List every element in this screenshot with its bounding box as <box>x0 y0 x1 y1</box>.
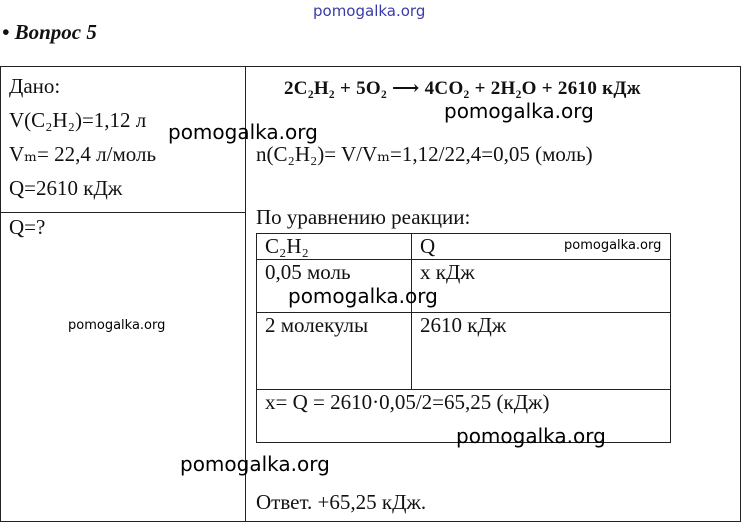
given-header: Дано: <box>9 74 61 98</box>
header-q: Q <box>412 234 671 260</box>
find-label: Q=? <box>9 215 46 239</box>
by-equation-label: По уравнению реакции: <box>256 205 471 229</box>
proportion-table <box>256 233 671 443</box>
question-title: • Вопрос 5 <box>2 20 97 44</box>
reaction-equation: 2C₂H₂ + 5O₂ ⟶ 4CO₂ + 2H₂O + 2610 кДж <box>284 78 641 99</box>
watermark-5[interactable]: pomogalka.org <box>68 318 166 333</box>
watermark-6[interactable]: pomogalka.org <box>456 424 606 448</box>
moles-calculation: n(C₂H₂)= V/Vₘ=1,12/22,4=0,05 (моль) <box>256 142 593 166</box>
cell-x-kj: х кДж <box>412 260 671 313</box>
watermark-top[interactable]: pomogalka.org <box>313 2 426 20</box>
header-c2h2: C₂H₂ <box>257 234 412 260</box>
watermark-3[interactable]: pomogalka.org <box>564 238 662 253</box>
watermark-1[interactable]: pomogalka.org <box>168 120 318 144</box>
table-row <box>257 313 671 390</box>
given-volume: V(C₂H₂)=1,12 л <box>9 108 147 132</box>
given-molar-volume: Vₘ= 22,4 л/моль <box>9 142 157 166</box>
given-heat: Q=2610 кДж <box>9 176 123 200</box>
cell-moles: 0,05 моль <box>257 260 412 313</box>
result-cell: х= Q = 2610·0,05/2=65,25 (кДж) <box>257 390 671 443</box>
watermark-4[interactable]: pomogalka.org <box>288 284 438 308</box>
watermark-2[interactable]: pomogalka.org <box>444 99 594 123</box>
cell-molecules: 2 молекулы <box>257 313 412 390</box>
cell-2610-kj: 2610 кДж <box>412 313 671 390</box>
watermark-7[interactable]: pomogalka.org <box>180 452 330 476</box>
answer: Ответ. +65,25 кДж. <box>256 490 427 514</box>
